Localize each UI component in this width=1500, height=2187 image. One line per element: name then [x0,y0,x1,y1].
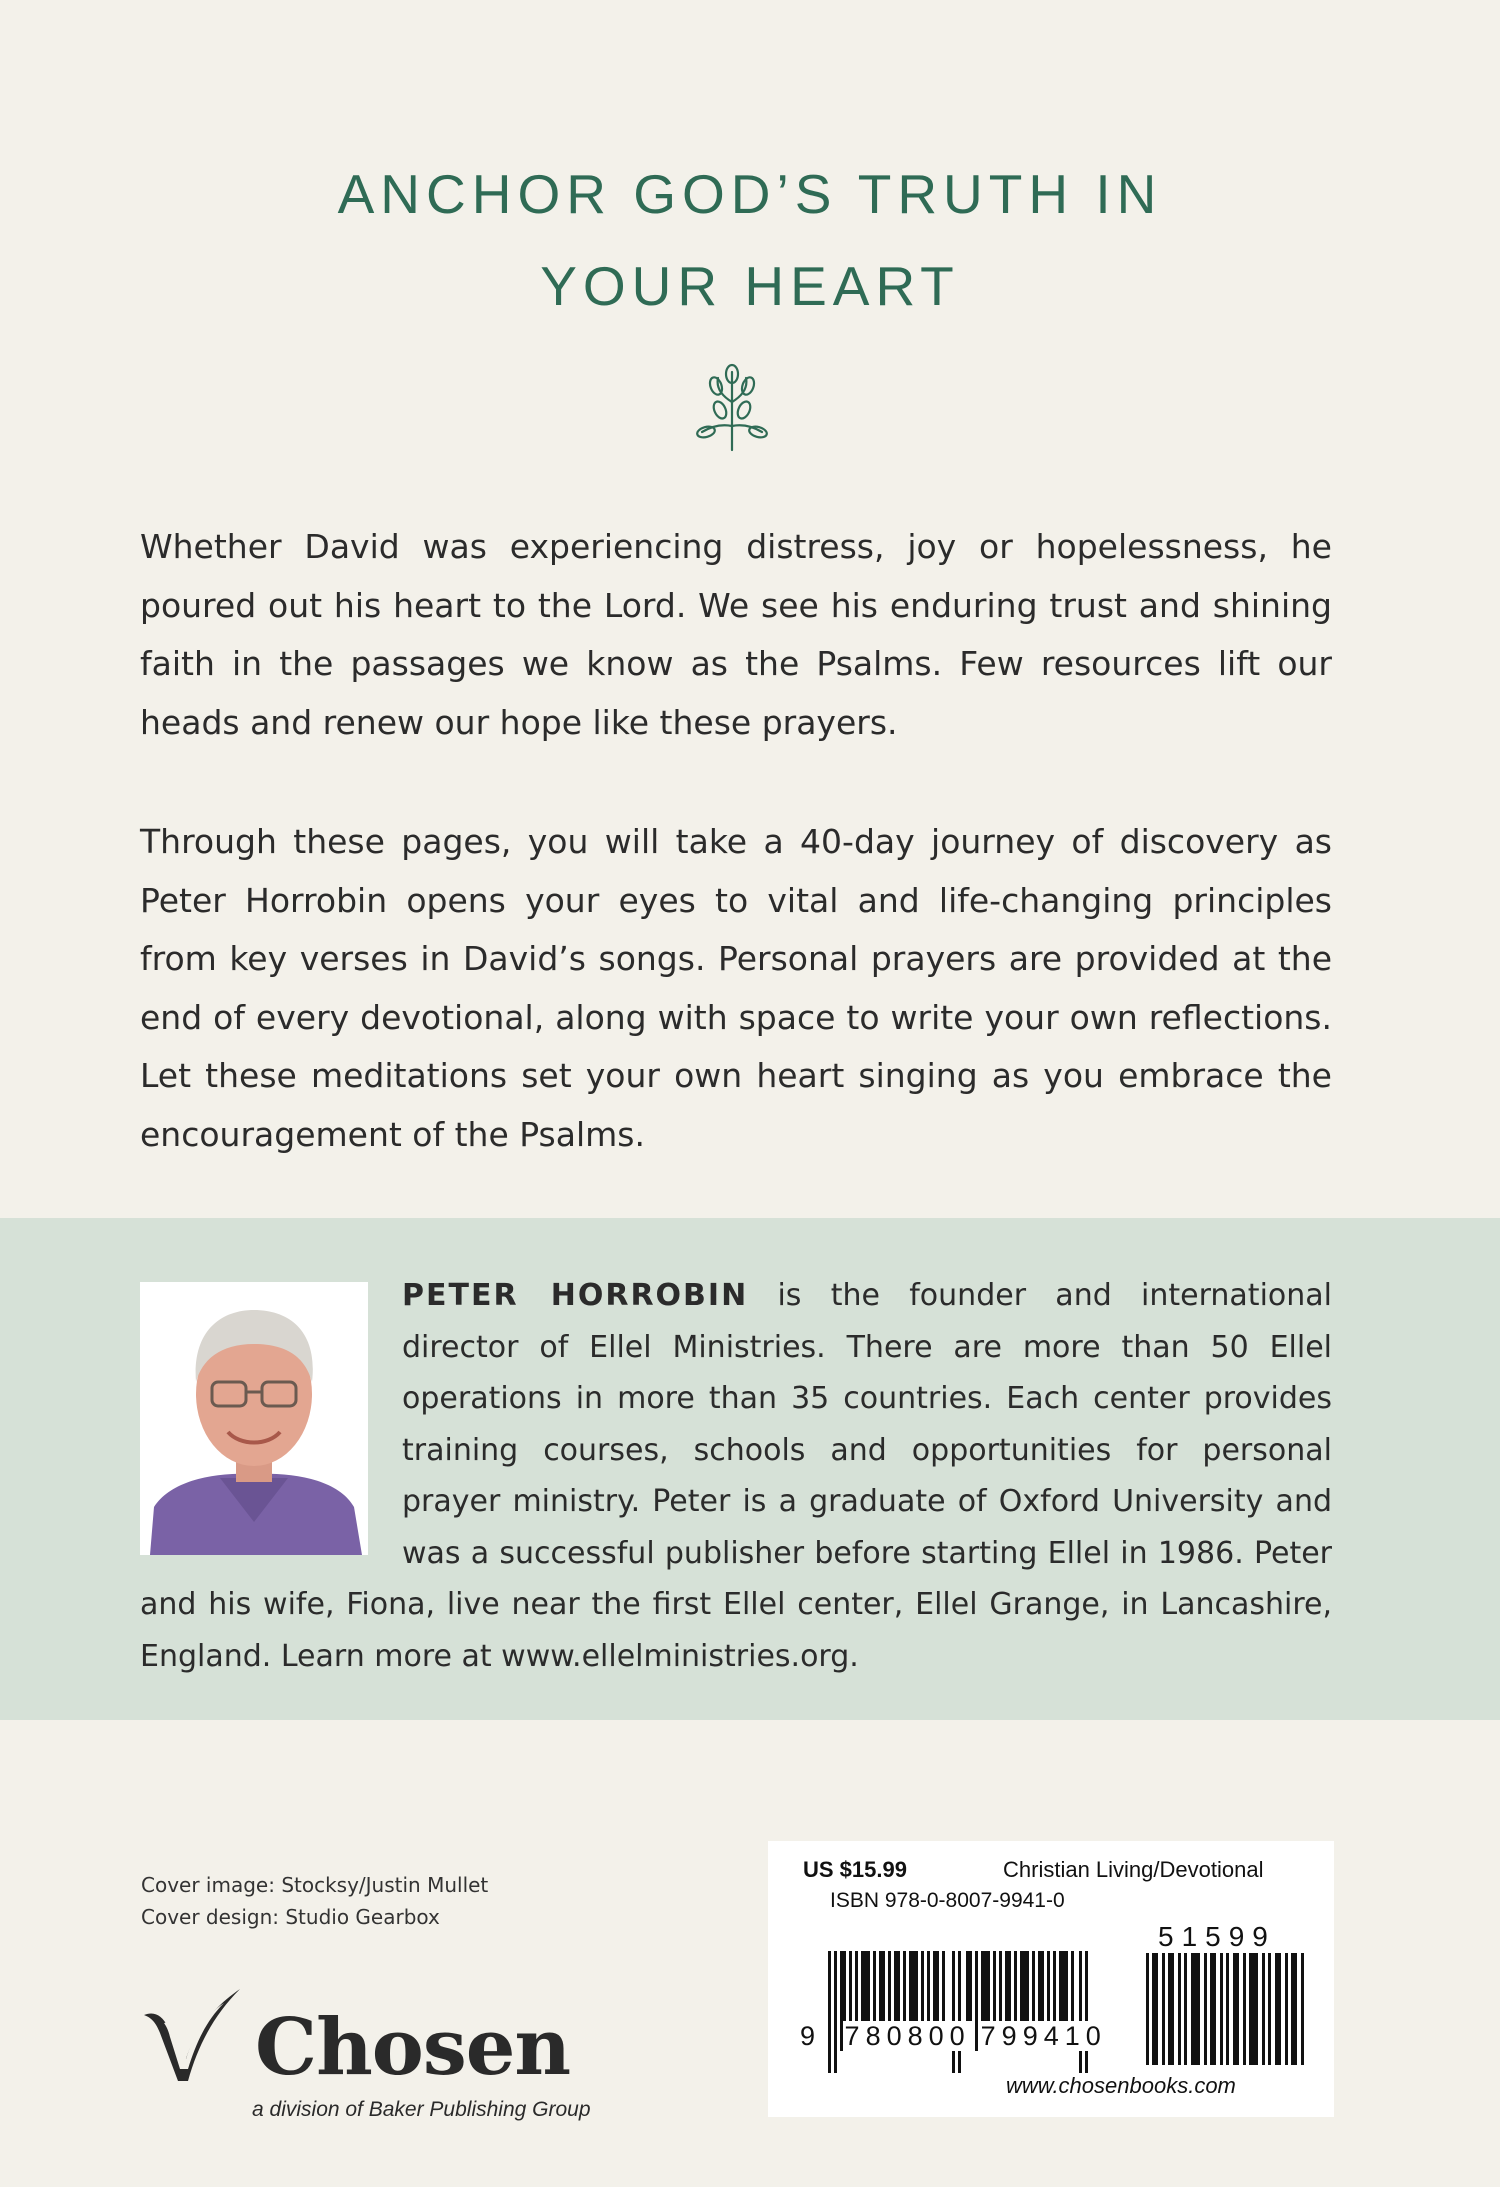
description-paragraph-2: Through these pages, you will take a 40-day journey of discovery as Peter Horrobin opens your eyes to vital and life-changing principles from key verses in David’s songs. Personal prayers are provided at the end of every devotional, along with space to write your own reflections. Let these meditations set your own heart singing as you embrace the encouragement of the Psalms. [140,822,1332,1154]
barcode-sticker [768,1841,1334,2117]
description-paragraph-1: Whether David was experiencing distress, joy or hopelessness, he poured out his heart to the Lord. We see his enduring trust and shining faith in the passages we know as the Psalms. Few resources lift our heads and renew our hope like these prayers. [140,527,1332,742]
isbn-barcode [828,1951,1088,2073]
category-label: Christian Living/Devotional [1003,1857,1264,1882]
publisher-division: a division of Baker Publishing Group [252,2098,591,2121]
ean-digits [798,2021,1109,2052]
ean-right-digits: 799410 [980,2021,1107,2051]
chosen-checkmark-icon [140,1985,250,2085]
headline-line-1: ANCHOR GOD’S TRUTH IN [337,163,1163,225]
ean-first-digit: 9 [800,2021,822,2051]
ean-left-digits: 780800 [844,2021,971,2051]
headline [0,148,1500,332]
price-addon-barcode [1146,1953,1306,2065]
cover-credits [141,1869,488,1933]
publisher-website: www.chosenbooks.com [1006,2073,1236,2098]
headline-line-2: YOUR HEART [540,255,960,317]
price-label: US $15.99 [803,1857,907,1882]
sprig-icon [692,362,772,452]
author-bio-text: is the founder and international director of Ellel Ministries. There are more than 50 Ellel operations in more than 35 countries. Each center provides training courses, schools and opportunities for personal prayer ministry. Peter is a graduate of Oxford University and was a successful publisher before starting Ellel in 1986. Peter and his wife, Fiona, live near the first Ellel center, Ellel Grange, in Lancashire, England. Learn more at www.ellelministries.org. [140,1278,1332,1674]
price-addon-number: 51599 [1158,1921,1276,1952]
cover-image-credit: Cover image: Stocksy/Justin Mullet [141,1873,489,1897]
author-name: PETER HORROBIN [402,1278,749,1313]
author-bio [140,1270,1332,1682]
isbn-label: ISBN 978-0-8007-9941-0 [830,1889,1065,1912]
cover-design-credit: Cover design: Studio Gearbox [141,1905,440,1929]
publisher-logo-text: Chosen [255,2002,571,2093]
